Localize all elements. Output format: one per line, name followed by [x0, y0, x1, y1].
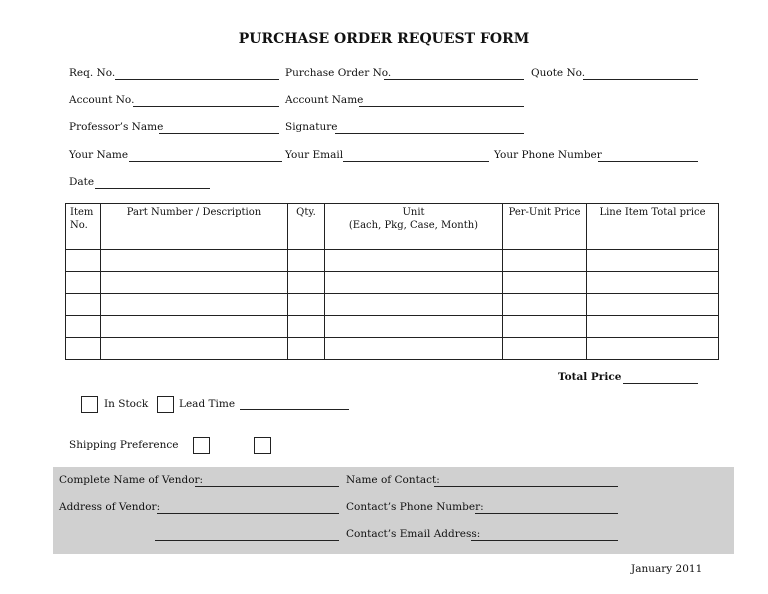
table-cell[interactable]: [288, 316, 325, 338]
your-phone-field[interactable]: [598, 161, 698, 162]
table-cell[interactable]: [101, 316, 288, 338]
your-name-label: Your Name: [69, 149, 129, 161]
account-name-field[interactable]: [359, 106, 524, 107]
table-cell[interactable]: [66, 316, 101, 338]
table-cell[interactable]: [325, 338, 503, 360]
table-cell[interactable]: [66, 272, 101, 294]
professor-name-label: Professor’s Name: [69, 121, 164, 133]
contact-phone-field[interactable]: [475, 513, 618, 514]
vendor-name-label: Complete Name of Vendor:: [59, 474, 204, 486]
contact-name-label: Name of Contact:: [346, 474, 440, 486]
unit-header: Unit (Each, Pkg, Case, Month): [325, 204, 503, 250]
in-stock-checkbox[interactable]: [81, 396, 98, 413]
table-cell[interactable]: [587, 250, 719, 272]
lead-time-checkbox[interactable]: [157, 396, 174, 413]
account-no-label: Account No.: [69, 94, 135, 106]
vendor-address-line-2-field[interactable]: [155, 540, 339, 541]
vendor-address-label: Address of Vendor:: [59, 501, 161, 513]
table-cell[interactable]: [325, 316, 503, 338]
table-cell[interactable]: [101, 338, 288, 360]
req-no-label: Req. No.: [69, 67, 116, 79]
your-name-field[interactable]: [129, 161, 282, 162]
table-cell[interactable]: [66, 250, 101, 272]
po-no-field[interactable]: [384, 79, 524, 80]
shipping-option-2-checkbox[interactable]: [254, 437, 271, 454]
table-cell[interactable]: [66, 338, 101, 360]
contact-name-field[interactable]: [434, 486, 618, 487]
table-row: [66, 250, 719, 272]
table-cell[interactable]: [503, 272, 587, 294]
req-no-field[interactable]: [115, 79, 279, 80]
table-cell[interactable]: [101, 250, 288, 272]
table-cell[interactable]: [587, 316, 719, 338]
table-cell[interactable]: [288, 294, 325, 316]
your-email-label: Your Email: [285, 149, 344, 161]
table-row: [66, 316, 719, 338]
in-stock-label: In Stock: [104, 398, 149, 410]
table-cell[interactable]: [325, 250, 503, 272]
unit-subheader: (Each, Pkg, Case, Month): [348, 220, 479, 231]
professor-name-field[interactable]: [159, 133, 279, 134]
quote-no-label: Quote No.: [531, 67, 586, 79]
shipping-preference-label: Shipping Preference: [69, 439, 179, 451]
table-cell[interactable]: [587, 294, 719, 316]
table-row: [66, 294, 719, 316]
vendor-address-field[interactable]: [157, 513, 339, 514]
item-no-header: Item No.: [66, 204, 101, 250]
table-cell[interactable]: [101, 272, 288, 294]
table-cell[interactable]: [66, 294, 101, 316]
contact-email-label: Contact’s Email Address:: [346, 528, 481, 540]
signature-label: Signature: [285, 121, 338, 133]
part-header: Part Number / Description: [101, 204, 288, 250]
your-phone-label: Your Phone Number: [494, 149, 602, 161]
footer-date: January 2011: [631, 563, 703, 575]
date-label: Date: [69, 176, 95, 188]
table-cell[interactable]: [288, 250, 325, 272]
vendor-name-field[interactable]: [195, 486, 339, 487]
table-cell[interactable]: [587, 338, 719, 360]
table-cell[interactable]: [288, 272, 325, 294]
table-cell[interactable]: [288, 338, 325, 360]
quote-no-field[interactable]: [583, 79, 698, 80]
table-row: [66, 338, 719, 360]
your-email-field[interactable]: [343, 161, 489, 162]
lead-time-label: Lead Time: [179, 398, 236, 410]
account-name-label: Account Name: [285, 94, 364, 106]
table-cell[interactable]: [101, 294, 288, 316]
table-cell[interactable]: [503, 294, 587, 316]
lead-time-field[interactable]: [240, 409, 349, 410]
po-no-label: Purchase Order No.: [285, 67, 392, 79]
table-header-row: [66, 204, 719, 250]
table-row: [66, 272, 719, 294]
line-total-header: Line Item Total price: [587, 204, 719, 250]
account-no-field[interactable]: [133, 106, 279, 107]
table-cell[interactable]: [325, 294, 503, 316]
table-cell[interactable]: [503, 250, 587, 272]
table-cell[interactable]: [325, 272, 503, 294]
table-cell[interactable]: [503, 338, 587, 360]
qty-header: Qty.: [288, 204, 325, 250]
table-cell[interactable]: [587, 272, 719, 294]
contact-phone-label: Contact’s Phone Number:: [346, 501, 484, 513]
total-price-label: Total Price: [558, 371, 622, 383]
signature-field[interactable]: [335, 133, 524, 134]
form-title: PURCHASE ORDER REQUEST FORM: [238, 31, 530, 47]
table-cell[interactable]: [503, 316, 587, 338]
contact-email-field[interactable]: [471, 540, 618, 541]
total-price-field[interactable]: [623, 383, 698, 384]
shipping-option-1-checkbox[interactable]: [193, 437, 210, 454]
items-table: [65, 203, 719, 360]
date-field[interactable]: [95, 188, 210, 189]
per-unit-price-header: Per-Unit Price: [503, 204, 587, 250]
